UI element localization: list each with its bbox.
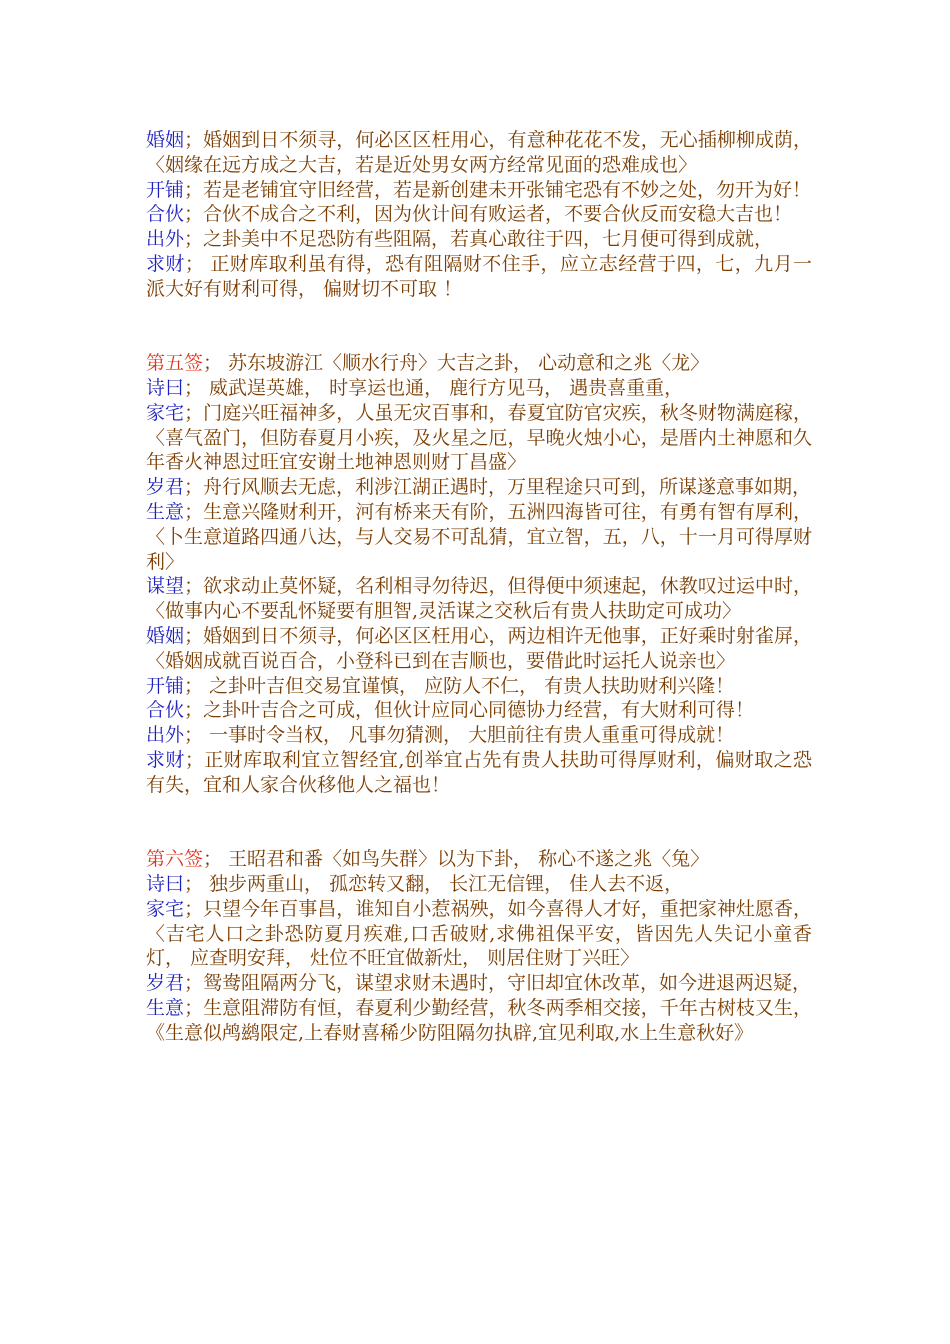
entry [146,971,812,996]
entry-text: ；若是老铺宜守旧经营，若是新创建未开张铺宅恐有不妙之处，勿开为好！ [184,178,812,201]
entry-label: 家宅 [146,401,185,424]
entry-text: ；之卦美中不足恐防有些阻隔，若真心敢往于四，七月便可得到成就， [184,228,774,251]
section-header [146,351,812,376]
section-sec-6 [146,847,812,1045]
entry-text: ；鸳鸯阻隔两分飞，谋望求财未遇时，守旧却宜休改革，如今进退两迟疑， [184,972,812,995]
section-header-text: ； 苏东坡游江〈顺水行舟〉大吉之卦， 心动意和之兆〈龙〉 [203,352,710,375]
entry-label: 求财 [146,252,185,275]
entry [146,624,812,674]
entry-label: 诗曰 [146,872,185,895]
entry [146,500,812,574]
entry-text: ；只望今年百事昌，谁知自小惹祸殃，如今喜得人才好，重把家神灶愿香，〈吉宅人口之卦恐防夏月疾难,口舌破财,求佛祖保平安，皆因先人失记小童香灯， 应查明安拜， 灶位不旺宜做新灶， 则居住财丁兴旺〉 [146,897,812,970]
entry [146,475,812,500]
entry-label: 诗曰 [146,376,185,399]
entry-label: 求财 [146,748,185,771]
entry [146,202,812,227]
entry-label: 出外 [146,724,185,747]
entry-label: 生意 [146,996,185,1019]
entry-label: 婚姻 [146,129,185,151]
entry-text: ； 威武逞英雄， 时享运也通， 鹿行方见马， 遇贵喜重重， [184,376,684,399]
entry-label: 开铺 [146,674,185,697]
entry-label: 出外 [146,228,185,251]
entry [146,723,812,748]
entry-text: ；欲求动止莫怀疑，名利相寻勿待迟，但得便中须速起，休教叹过运中时，〈做事内心不要乱怀疑要有胆智,灵活谋之交秋后有贵人扶助定可成功〉 [146,575,812,623]
entry-text: ； 正财库取利虽有得，恐有阻隔财不住手，应立志经营于四，七，九月一派大好有财利可得， 偏财切不可取 ！ [146,252,812,300]
section-sec-4-tail [146,128,812,302]
entry [146,252,812,302]
section-sec-5 [146,351,812,797]
entry-text: ；门庭兴旺福神多，人虽无灾百事和，春夏宜防官灾疾，秋冬财物满庭稼，〈喜气盈门，但防春夏月小疾，及火星之厄，早晚火烛小心，是厝内土神愿和久年香火神恩过旺宜安谢土地神恩则财丁昌盛〉 [146,401,812,474]
entry [146,897,812,971]
entry-text: ；之卦叶吉合之可成，但伙计应同心同德协力经营，有大财利可得！ [184,699,755,722]
entry-label: 岁君 [146,972,185,995]
section-header-label: 第五签 [146,352,204,375]
entry [146,872,812,897]
entry [146,574,812,624]
entry-label: 谋望 [146,575,185,598]
section-header [146,847,812,872]
entry [146,376,812,401]
entry [146,674,812,699]
entry [146,178,812,203]
entry-text: ；婚姻到日不须寻，何必区区枉用心，有意种花花不发，无心插柳柳成荫，〈姻缘在远方成之大吉，若是近处男女两方经常见面的恐难成也〉 [146,129,812,176]
section-gap [146,798,812,848]
entry-text: ； 一事时令当权， 凡事勿猜测， 大胆前往有贵人重重可得成就！ [184,724,735,747]
entry-label: 合伙 [146,699,185,722]
section-header-text: ； 王昭君和番〈如鸟失群〉以为下卦， 称心不遂之兆〈兔〉 [203,848,710,871]
entry-label: 婚姻 [146,624,185,647]
entry-label: 家宅 [146,897,185,920]
section-gap [146,302,812,352]
entry-label: 生意 [146,500,185,523]
entry-text: ； 独步两重山， 孤恋转又翻， 长江无信锂， 佳人去不返， [184,872,684,895]
entry [146,401,812,475]
entry-text: ； 之卦叶吉但交易宜谨慎， 应防人不仁， 有贵人扶助财利兴隆！ [184,674,735,697]
entry-text: ；合伙不成合之不利，因为伙计间有败运者，不要合伙反而安稳大吉也！ [184,203,793,226]
entry [146,128,812,178]
entry [146,996,812,1046]
entry-label: 岁君 [146,476,185,499]
section-header-label: 第六签 [146,848,204,871]
entry [146,227,812,252]
entry [146,698,812,723]
entry-text: ；婚姻到日不须寻，何必区区枉用心，两边相许无他事，正好乘时射雀屏，〈婚姻成就百说百合，小登科已到在吉顺也，要借此时运托人说亲也〉 [146,624,812,672]
entry-text: ；生意阻滞防有恒，春夏利少勤经营，秋冬两季相交接，千年古树枝又生， 《生意似鸬鹚限定,上春财喜稀少防阻隔勿执辟,宜见利取,水上生意秋好》 [146,996,812,1044]
entry-text: ；生意兴隆财利开，河有桥来天有阶，五洲四海皆可往，有勇有智有厚利，〈卜生意道路四通八达，与人交易不可乱猜，宜立智，五，八，十一月可得厚财利〉 [146,500,812,573]
entry-label: 开铺 [146,178,185,201]
entry-text: ；正财库取利宜立智经宜,创举宜占先有贵人扶助可得厚财利，偏财取之恐有失，宜和人家合伙移他人之福也！ [146,748,812,796]
entry-text: ；舟行风顺去无虑，利涉江湖正遇时，万里程途只可到，所谋遂意事如期， [184,476,812,499]
document-body [146,128,812,1045]
entry [146,748,812,798]
entry-label: 合伙 [146,203,185,226]
